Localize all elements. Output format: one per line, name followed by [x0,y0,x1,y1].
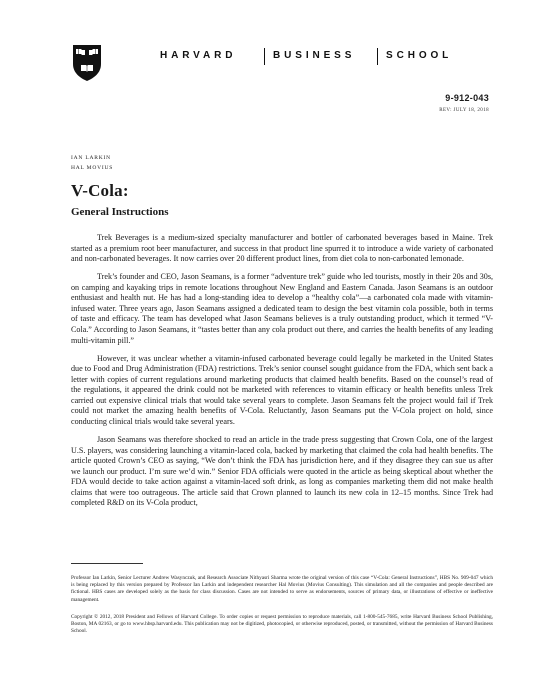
body-paragraph: Trek Beverages is a medium-sized specialty manufacturer and bottler of carbonated beverages based in Maine. Trek started as a premium root beer manufacturer, and success in that product line spurred it to introduce a wide variety of carbonated and non-carbonated beverages. It now carries over 20 different product lines, from diet cola to non-carbonated lemonade. [71,233,493,264]
body-paragraph: However, it was unclear whether a vitamin-infused carbonated beverage could legally be marketed in the United States due to Food and Drug Administration (FDA) restrictions. Trek’s senior counsel sought guidance from the FDA, which sent back a letter with copies of current regulations around marketing products that claimed health benefits. Based on the counsel’s read of the regulations, it appeared the drink could not be marketed with references to vitamin efficacy or health benefits unless Trek carried out expensive clinical trials that would take several years to complete. Jason Seamans felt the project would fail if Trek could not market the amazing health benefits of V-Cola. Reluctantly, Jason Seamans put the V-Cola project on hold, since conducting clinical trials would take several years. [71,353,493,426]
revision-date: REV: JULY 18, 2018 [439,108,489,113]
case-body [71,233,493,517]
masthead-divider [377,48,378,65]
case-subtitle: General Instructions [71,206,169,218]
masthead-school: SCHOOL [386,50,453,61]
body-paragraph: Trek’s founder and CEO, Jason Seamans, is a former “adventure trek” guide who led tourists, mostly in their 20s and 30s, on camping and kayaking trips in remote locations throughout New England and Eastern Canada. Jason Seamans is an outdoor enthusiast and health nut. He has had a long-standing idea to develop a “healthy cola”—a carbonated cola made with vitamin-infused water. Three years ago, Jason Seamans assigned a dedicated team to design the best vitamin cola possible, both in terms of taste and efficacy. The team has developed what Jason Seamans believes is a truly outstanding product, which it termed “V-Cola.” According to Jason Seamans, it “tastes better than any cola product out there, and carries the health benefits of any leading multi-vitamin pill.” [71,272,493,345]
harvard-shield-icon [72,44,102,82]
masthead-harvard: HARVARD [160,50,237,61]
case-title: V-Cola: [71,181,129,200]
footnote-rule [71,563,143,564]
author-name: IAN LARKIN [71,155,111,161]
copyright-footnote: Copyright © 2012, 2018 President and Fellows of Harvard College. To order copies or request permission to reproduce materials, call 1-800-545-7685, write Harvard Business School Publishing, Boston, MA 02163, or go to www.hbsp.harvard.edu. This publication may not be digitized, photocopied, or otherwise reproduced, posted, or transmitted, without the permission of Harvard Business School. [71,614,493,635]
author-name: HAL MOVIUS [71,165,114,171]
body-paragraph: Jason Seamans was therefore shocked to read an article in the trade press suggesting that Crown Cola, one of the largest U.S. players, was considering launching a vitamin-laced cola, backed by marketing that claimed the cola had health benefits. The article quoted Crown’s CEO as saying, “We don’t think the FDA has jurisdiction here, and if they disagree they can sue us after we launch our product. I’m sure we’d win.” Senior FDA officials were quoted in the article as being skeptical about whether the FDA would decide to take action against a vitamin-laced soft drink, as long as companies marketing them did not make health claims that were too outrageous. The article said that Crown planned to launch its new cola in 12–15 months. Since Trek had completed R&D on its V-Cola product, [71,435,493,508]
masthead-business: BUSINESS [273,50,356,61]
case-number: 9-912-043 [445,93,489,103]
authorship-footnote: Professor Ian Larkin, Senior Lecturer Andrew Wasynczuk, and Research Associate Nithyasri Sharma wrote the original version of this case “V-Cola: General Instructions”, HBS No. 909-047 which is being replaced by this version prepared by Professor Ian Larkin and independent researcher Hal Movius (Movius Consulting). This simulation and all the companies and people described are fictional. HBS cases are developed solely as the basis for class discussion. Cases are not intended to serve as endorsements, sources of primary data, or illustrations of effective or ineffective management. [71,575,493,603]
school-masthead [160,50,490,64]
masthead-divider [264,48,265,65]
